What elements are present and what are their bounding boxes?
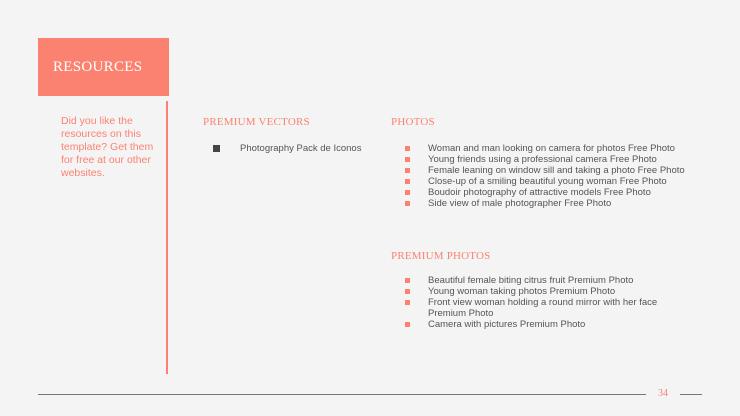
list-item-label: Young woman taking photos Premium Photo	[428, 286, 616, 297]
page-number: 34	[658, 388, 668, 399]
title-box	[38, 38, 169, 96]
premium-vectors-list	[203, 143, 373, 154]
intro-text: Did you like the resources on this template? Get them for free at our other websites.	[61, 115, 154, 179]
list-item-label: Front view woman holding a round mirror with her face Premium Photo	[428, 297, 658, 319]
list-item[interactable]	[391, 143, 691, 154]
list-item[interactable]	[203, 143, 373, 154]
list-item[interactable]	[391, 297, 691, 319]
footer-divider-right	[680, 394, 702, 395]
footer-divider-left	[38, 394, 646, 395]
bullet-icon	[405, 300, 410, 305]
bullet-icon	[405, 289, 410, 294]
list-item-label: Side view of male photographer Free Photo	[428, 198, 612, 209]
list-item[interactable]	[391, 176, 691, 187]
premium-vectors-heading: PREMIUM VECTORS	[203, 116, 310, 128]
list-item-label: Boudoir photography of attractive models Free Photo	[428, 187, 651, 198]
bullet-icon	[405, 201, 410, 206]
list-item-label: Camera with pictures Premium Photo	[428, 319, 586, 330]
premium-photos-list	[391, 275, 691, 330]
list-item-label: Beautiful female biting citrus fruit Premium Photo	[428, 275, 634, 286]
bullet-icon	[405, 190, 410, 195]
list-item[interactable]	[391, 319, 691, 330]
list-item-label: Young friends using a professional camera Free Photo	[428, 154, 657, 165]
photos-heading: PHOTOS	[391, 116, 435, 128]
premium-photos-heading: PREMIUM PHOTOS	[391, 250, 491, 262]
list-item[interactable]	[391, 154, 691, 165]
list-item[interactable]	[391, 275, 691, 286]
list-item[interactable]	[391, 198, 691, 209]
slide-title: RESOURCES	[53, 58, 143, 75]
bullet-icon	[405, 146, 410, 151]
vertical-divider	[166, 101, 168, 374]
bullet-icon	[405, 322, 410, 327]
bullet-icon	[405, 168, 410, 173]
bullet-icon	[405, 179, 410, 184]
photos-list	[391, 143, 691, 209]
list-item-label: Woman and man looking on camera for photos Free Photo	[428, 143, 675, 154]
list-item-label: Close-up of a smiling beautiful young woman Free Photo	[428, 176, 667, 187]
list-item-label: Photography Pack de Iconos	[240, 143, 362, 154]
list-item[interactable]	[391, 187, 691, 198]
list-item[interactable]	[391, 165, 691, 176]
list-item-label: Female leaning on window sill and taking a photo Free Photo	[428, 165, 685, 176]
bullet-icon	[405, 278, 410, 283]
list-item[interactable]	[391, 286, 691, 297]
bullet-icon	[213, 145, 220, 152]
bullet-icon	[405, 157, 410, 162]
